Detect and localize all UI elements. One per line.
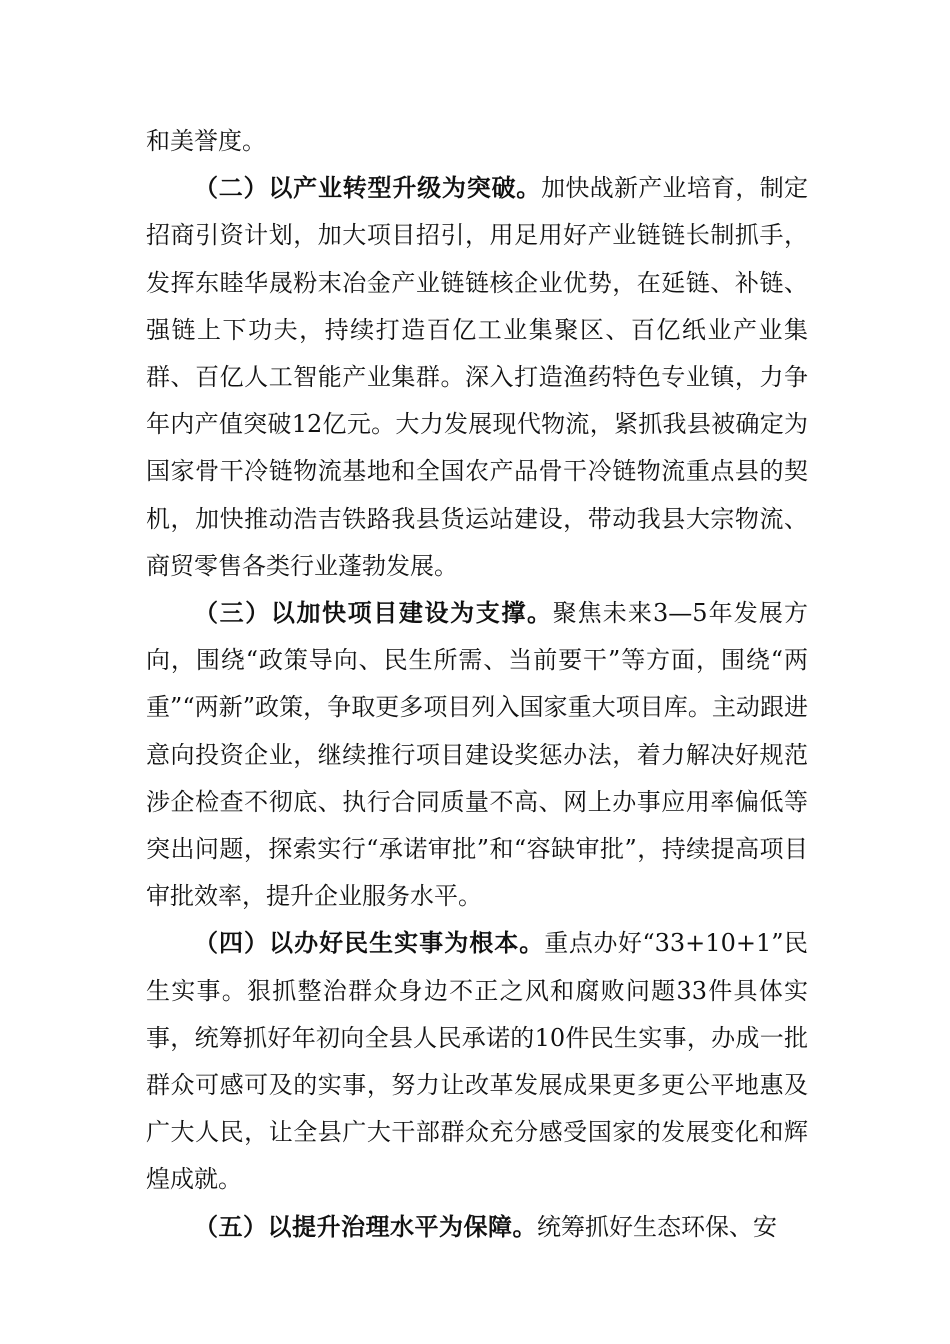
section-heading-5: （五）以提升治理水平为保障。 <box>194 1212 537 1241</box>
section-heading-2: （二）以产业转型升级为突破。 <box>194 174 542 203</box>
section-body-2: 加快战新产业培育，制定招商引资计划，加大项目招引，用足用好产业链链长制抓手，发挥东睦华晟粉末冶金产业链链核企业优势，在延链、补链、强链上下功夫，持续打造百亿工业集聚区、百亿纸业产业集群、百亿人工智能产业集群。深入打造渔药特色专业镇，力争年内产值突破12亿元。大力发展现代物流，紧抓我县被确定为国家骨干冷链物流基地和全国农产品骨干冷链物流重点县的契机，加快推动浩吉铁路我县货运站建设，带动我县大宗物流、商贸零售各类行业蓬勃发展。 <box>146 174 809 580</box>
section-body-5: 统筹抓好生态环保、安 <box>537 1212 777 1241</box>
section-body-3: 聚焦未来3—5年发展方向，围绕“政策导向、民生所需、当前要干”等方面，围绕“两重”“两新”政策，争取更多项目列入国家重大项目库。主动跟进意向投资企业，继续推行项目建设奖惩办法，着力解决好规范涉企检查不彻底、执行合同质量不高、网上办事应用率偏低等突出问题，探索实行“承诺审批”和“容缺审批”，持续提高项目审批效率，提升企业服务水平。 <box>146 599 808 911</box>
section-paragraph-5 <box>146 1204 808 1251</box>
document-page <box>146 118 808 1251</box>
section-heading-4: （四）以办好民生实事为根本。 <box>194 929 545 958</box>
section-paragraph-3 <box>146 590 808 920</box>
section-paragraph-2 <box>146 165 808 590</box>
section-paragraph-4 <box>146 920 808 1203</box>
section-body-4: 重点办好“33+10+1”民生实事。狠抓整治群众身边不正之风和腐败问题33件具体实事，统筹抓好年初向全县人民承诺的10件民生实事，办成一批群众可感可及的实事，努力让改革发展成果更多更公平地惠及广大人民，让全县广大干部群众充分感受国家的发展变化和辉煌成就。 <box>146 929 809 1194</box>
continuation-paragraph: 和美誉度。 <box>146 127 266 155</box>
section-heading-3: （三）以加快项目建设为支撑。 <box>194 599 553 628</box>
